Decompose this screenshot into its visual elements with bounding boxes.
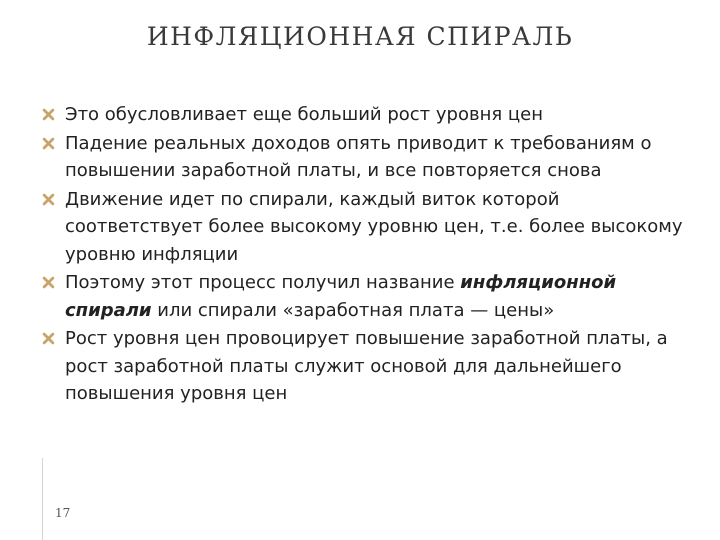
emphasized-term: инфляционной спирали	[65, 272, 617, 321]
bullet-text: Падение реальных доходов опять приводит к требованиям о повышении заработной платы, и все повторяется снова	[65, 132, 652, 181]
bullet-item	[40, 101, 690, 129]
page-number: 17	[55, 506, 71, 520]
cross-bullet-icon	[42, 276, 55, 289]
bullet-item	[40, 325, 690, 408]
cross-bullet-icon	[42, 108, 55, 121]
bullet-text: Движение идет по спирали, каждый виток которой соответствует более высокому уровню цен, т.е. более высокому уровню инфляции	[65, 188, 683, 265]
cross-bullet-icon	[42, 137, 55, 150]
bullet-text-before: Поэтому этот процесс получил название	[65, 272, 461, 293]
bullet-text: Это обусловливает еще больший рост уровня цен	[65, 104, 543, 125]
bullet-list	[40, 101, 690, 409]
cross-bullet-icon	[42, 332, 55, 345]
bullet-item	[40, 186, 690, 269]
bullet-text: Рост уровня цен провоцирует повышение заработной платы, а рост заработной платы служит основой для дальнейшего повышения уровня цен	[65, 328, 668, 404]
slide-title: ИНФЛЯЦИОННАЯ СПИРАЛЬ	[146, 22, 574, 51]
bullet-item	[40, 269, 690, 324]
bullet-item	[40, 130, 690, 185]
left-divider	[42, 458, 43, 540]
bullet-text-after: или спирали «заработная плата — цены»	[151, 299, 555, 321]
cross-bullet-icon	[42, 193, 55, 206]
